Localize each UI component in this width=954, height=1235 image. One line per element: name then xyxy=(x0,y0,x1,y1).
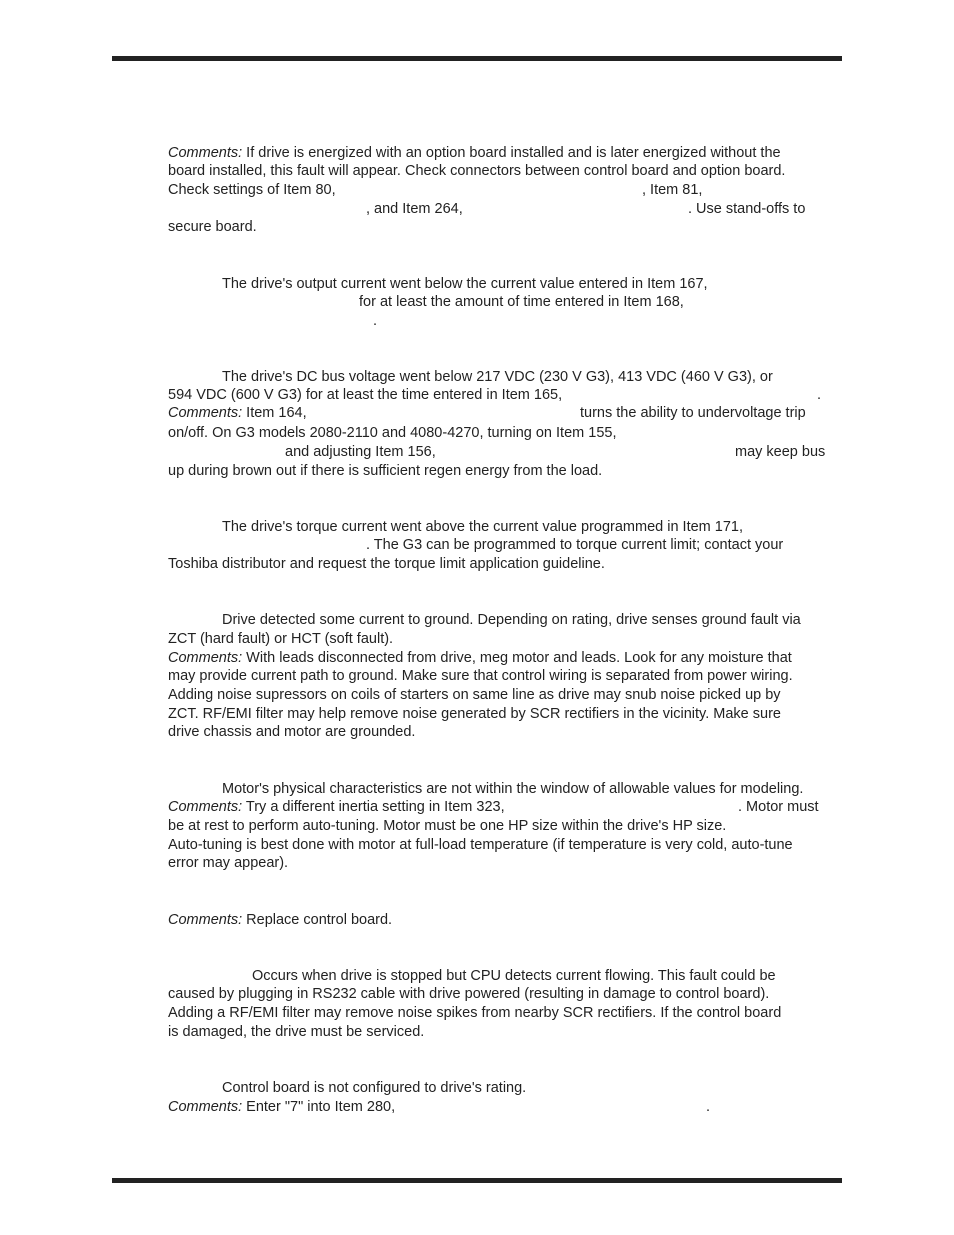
text-line xyxy=(222,1079,526,1097)
comments-label: Comments: xyxy=(168,912,243,928)
line-text: . xyxy=(817,387,822,403)
text-line xyxy=(738,798,819,816)
comments-label: Comments: xyxy=(168,405,243,421)
text-line xyxy=(222,780,803,798)
line-text: Occurs when drive is stopped but CPU detects current flowing. This fault could be xyxy=(252,968,776,984)
line-text: The drive's output current went below the current value entered in Item 167, xyxy=(222,276,708,292)
line-text: may keep bus xyxy=(735,444,826,460)
text-line xyxy=(359,293,684,311)
line-text: Replace control board. xyxy=(242,912,393,928)
text-line xyxy=(168,649,792,667)
comments-label: Comments: xyxy=(168,799,243,815)
line-text: be at rest to perform auto-tuning. Motor must be one HP size within the drive's HP size. xyxy=(168,818,727,834)
line-text: Control board is not configured to drive's rating. xyxy=(222,1080,527,1096)
text-line xyxy=(222,275,708,293)
text-line xyxy=(168,404,307,422)
line-text: If drive is energized with an option board installed and is later energized without the xyxy=(242,145,781,161)
text-line xyxy=(168,462,602,480)
line-text: , Item 81, xyxy=(642,182,703,198)
line-text: Motor's physical characteristics are not within the window of allowable values for modeling. xyxy=(222,781,804,797)
line-text: . Use stand-offs to xyxy=(688,201,806,217)
line-text: secure board. xyxy=(168,219,257,235)
line-text: With leads disconnected from drive, meg motor and leads. Look for any moisture that xyxy=(242,650,792,666)
text-line xyxy=(688,200,805,218)
text-line xyxy=(252,967,776,985)
line-text: is damaged, the drive must be serviced. xyxy=(168,1024,425,1040)
text-line xyxy=(168,555,605,573)
text-line xyxy=(366,200,463,218)
header-rule xyxy=(112,56,842,61)
line-text: The drive's torque current went above the current value programmed in Item 171, xyxy=(222,519,744,535)
comments-label: Comments: xyxy=(168,145,243,161)
line-text: . xyxy=(373,313,378,329)
line-text: Toshiba distributor and request the torque limit application guideline. xyxy=(168,556,605,572)
line-text: The drive's DC bus voltage went below 217 VDC (230 V G3), 413 VDC (460 V G3), or xyxy=(222,369,773,385)
comments-label: Comments: xyxy=(168,1099,243,1115)
text-line xyxy=(168,218,257,236)
line-text: ZCT. RF/EMI filter may help remove noise generated by SCR rectifiers in the vicinity. Make sure xyxy=(168,706,781,722)
text-line xyxy=(222,518,743,536)
text-line xyxy=(222,611,801,629)
line-text: turns the ability to undervoltage trip xyxy=(580,405,806,421)
line-text: Item 164, xyxy=(242,405,307,421)
text-line xyxy=(168,386,562,404)
text-line xyxy=(168,181,336,199)
text-line xyxy=(168,667,793,685)
line-text: up during brown out if there is sufficient regen energy from the load. xyxy=(168,463,603,479)
text-line xyxy=(168,705,781,723)
line-text: Try a different inertia setting in Item 323, xyxy=(242,799,505,815)
line-text: for at least the amount of time entered in Item 168, xyxy=(359,294,684,310)
line-text: Check settings of Item 80, xyxy=(168,182,336,198)
comments-label: Comments: xyxy=(168,650,243,666)
line-text: . The G3 can be programmed to torque current limit; contact your xyxy=(366,537,784,553)
footer-rule xyxy=(112,1178,842,1183)
text-line xyxy=(168,630,393,648)
text-line xyxy=(168,1004,781,1022)
line-text: may provide current path to ground. Make sure that control wiring is separated from power wiring. xyxy=(168,668,793,684)
text-line xyxy=(168,911,392,929)
text-line xyxy=(222,368,773,386)
text-line xyxy=(168,836,793,854)
text-line xyxy=(168,798,505,816)
text-line xyxy=(706,1098,710,1116)
text-line xyxy=(168,723,415,741)
line-text: error may appear). xyxy=(168,855,289,871)
line-text: board installed, this fault will appear. Check connectors between control board and option board. xyxy=(168,163,786,179)
line-text: 594 VDC (600 V G3) for at least the time entered in Item 165, xyxy=(168,387,563,403)
line-text: . xyxy=(706,1099,711,1115)
line-text: ZCT (hard fault) or HCT (soft fault). xyxy=(168,631,394,647)
text-line xyxy=(168,817,726,835)
text-line xyxy=(168,985,769,1003)
text-line xyxy=(168,686,781,704)
line-text: drive chassis and motor are grounded. xyxy=(168,724,416,740)
text-line xyxy=(168,424,616,442)
text-line xyxy=(366,536,783,554)
text-line xyxy=(168,1098,395,1116)
text-line xyxy=(580,404,806,422)
text-line xyxy=(168,854,288,872)
line-text: on/off. On G3 models 2080-2110 and 4080-4270, turning on Item 155, xyxy=(168,425,617,441)
text-line xyxy=(168,162,785,180)
line-text: caused by plugging in RS232 cable with drive powered (resulting in damage to control board). xyxy=(168,986,770,1002)
text-line xyxy=(285,443,436,461)
text-line xyxy=(168,144,781,162)
line-text: Enter "7" into Item 280, xyxy=(242,1099,396,1115)
line-text: Adding a RF/EMI filter may remove noise spikes from nearby SCR rectifiers. If the control board xyxy=(168,1005,782,1021)
text-line xyxy=(373,312,377,330)
line-text: . Motor must xyxy=(738,799,819,815)
text-line xyxy=(735,443,825,461)
line-text: and adjusting Item 156, xyxy=(285,444,436,460)
text-line xyxy=(168,1023,424,1041)
line-text: Drive detected some current to ground. Depending on rating, drive senses ground fault via xyxy=(222,612,801,628)
text-line xyxy=(642,181,702,199)
line-text: Auto-tuning is best done with motor at full-load temperature (if temperature is very cold, auto-tune xyxy=(168,837,793,853)
text-line xyxy=(817,386,821,404)
line-text: Adding noise supressors on coils of starters on same line as drive may snub noise picked up by xyxy=(168,687,781,703)
line-text: , and Item 264, xyxy=(366,201,463,217)
